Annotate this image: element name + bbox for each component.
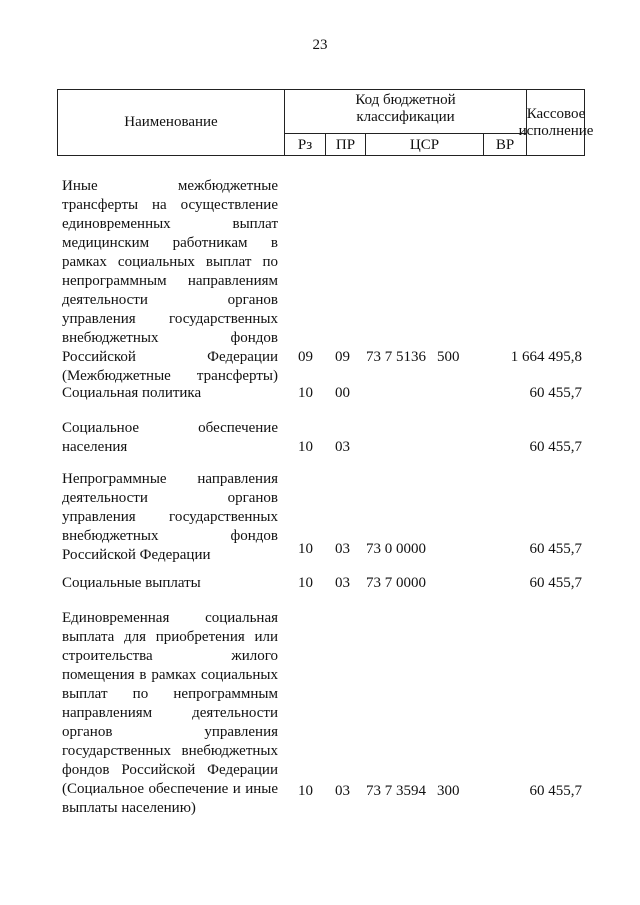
row-vr: 500 [437,349,460,365]
row-rz: 10 [298,385,313,401]
row-sum: 60 455,7 [529,439,582,455]
row-csr: 73 7 3594 [366,783,426,799]
row-name: Социальное обеспечение населения [62,420,278,455]
row-sum: 60 455,7 [529,385,582,401]
row-rz: 10 [298,439,313,455]
header-pr: ПР [326,134,366,156]
table-header [57,89,594,156]
row-csr: 73 7 5136 [366,349,426,365]
header-rz: Рз [285,134,326,156]
header-code-group-label: Код бюджетной классификации [355,92,456,125]
row-vr: 300 [437,783,460,799]
row-name: Иные межбюджетные трансферты на осуществление единовременных выплат медицинским работникам в рамках социальных выплат по непрограммным направлениям деятельности органов управления государственных внебюджетных фондов Российской Федерации (Межбюджетные трансферты) [62,178,278,384]
row-name: Социальная политика [62,385,202,401]
row-rz: 09 [298,349,313,365]
row-csr: 73 7 0000 [366,575,426,591]
header-execution [518,90,594,155]
header-code-group [285,90,527,134]
header-name [58,90,285,155]
row-rz: 10 [298,541,313,557]
row-sum: 60 455,7 [529,575,582,591]
row-pr: 03 [335,439,350,455]
row-sum: 60 455,7 [529,783,582,799]
row-name: Единовременная социальная выплата для приобретения или строительства жилого помещения в рамках социальных выплат по непрограммным направлениям деятельности органов управления государственных внебюджетных фондов Российской Федерации (Социальное обеспечение и иные выплаты населению) [62,610,278,816]
row-pr: 03 [335,783,350,799]
row-name: Социальные выплаты [62,575,201,591]
row-sum: 1 664 495,8 [510,349,582,365]
header-csr: ЦСР [366,134,484,156]
row-name: Непрограммные направления деятельности органов управления государственных внебюджетных фондов Российской Федерации [62,471,278,563]
page-number: 23 [312,37,328,53]
row-pr: 03 [335,575,350,591]
row-pr: 09 [335,349,350,365]
row-pr: 00 [335,385,350,401]
row-rz: 10 [298,575,313,591]
row-sum: 60 455,7 [529,541,582,557]
row-csr: 73 0 0000 [366,541,426,557]
row-rz: 10 [298,783,313,799]
header-name-label: Наименование [124,114,218,130]
header-execution-label: Кассовое исполнение [518,105,594,139]
header-vr: ВР [484,134,527,156]
row-pr: 03 [335,541,350,557]
